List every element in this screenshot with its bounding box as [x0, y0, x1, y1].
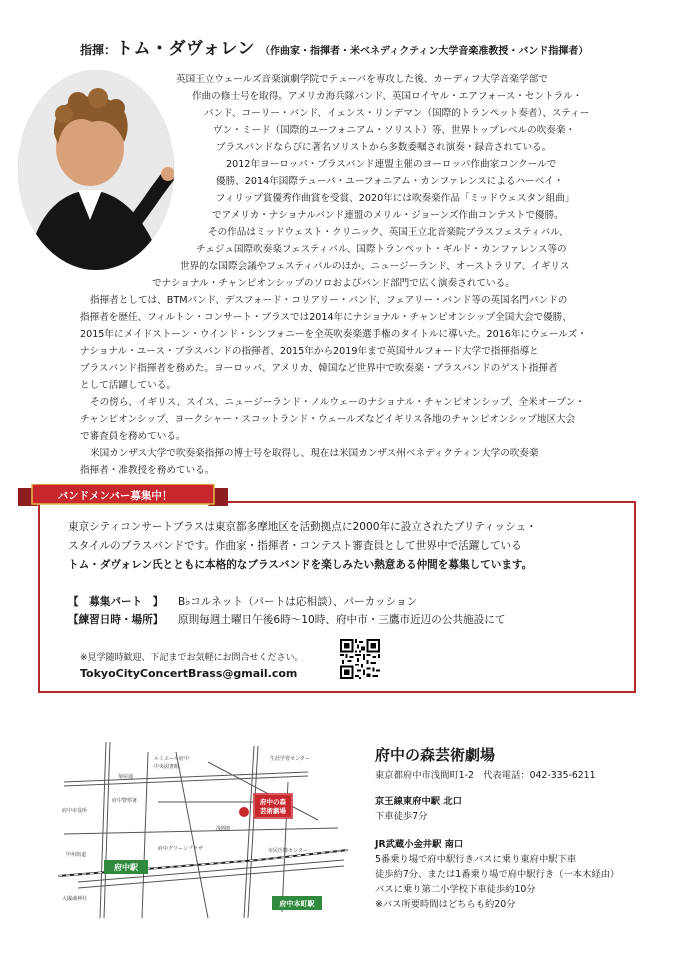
map-label-medical: 市民医療センター: [268, 848, 308, 854]
bio-line: 指揮者を歴任、フィルトン・コンサート・ブラスでは2014年にナショナル・チャンピオンシップ全国大会で優勝、: [80, 312, 572, 323]
bio-line: ブラスバンド指揮者を務めた。ヨーロッパ、アメリカ、韓国など世界中で吹奏楽・ブラスバンドのゲスト指揮者: [80, 363, 558, 374]
venue-address: 東京都府中市浅間町1-2 代表電話：042-335-6211: [375, 770, 596, 781]
conductor-heading: [80, 34, 660, 59]
map-label-lumiere: ルミエール府中: [154, 756, 189, 762]
bio-line: 英国王立ウェールズ音楽演劇学院でテューバを専攻した後、カーディフ大学音楽学部で: [176, 74, 548, 85]
bio-line: チャンピオンシップ、ヨークシャー・スコットランド・ウェールズなどイギリス各地のチャンピオンシップ地区大会: [80, 414, 576, 425]
access2-heading: JR武蔵小金井駅 南口: [375, 839, 464, 850]
map-label-learning: 生涯学習センター: [270, 756, 310, 762]
qr-code-icon[interactable]: [340, 639, 380, 679]
bio-line: その傍ら、イギリス、スイス、ニュージーランド・ノルウェーのナショナル・チャンピオンシップ、全米オープン・: [90, 397, 585, 408]
bio-line: 2012年ヨーロッパ・ブラスバンド連盟主催のヨーロッパ作曲家コンクールで: [226, 159, 557, 170]
map-label-kikuya: 菊屋通: [118, 774, 134, 780]
bio-line: その作品はミッドウェスト・クリニック、英国王立北音楽院ブラスフェスティバル、: [208, 227, 569, 238]
map-venue-marker-icon: [239, 807, 249, 817]
map-label-library: 中央図書館: [154, 764, 180, 770]
visit-invite: ※見学随時歓迎、下記までお気軽にお問合せください。: [80, 653, 304, 663]
recruit-intro-line: 東京シティコンサートブラスは東京都多摩地区を活動拠点に2000年に設立されたブリティッシュ・: [68, 521, 537, 533]
bio-line: 2015年にメイドストーン・ウインド・シンフォニーを全英吹奏楽選手権のタイトルに導いた。2016年にウェールズ・: [80, 329, 587, 340]
access2-line: バスに乗り第二小学校下車徒歩約10分: [375, 884, 536, 895]
bio-line: 優勝、2014年国際テューバ・ユーフォニアム・カンファレンスによるハーベイ・: [216, 176, 564, 187]
ribbon-label: バンドメンバー募集中！: [57, 490, 173, 502]
bio-line: ブラスバンドならびに著名ソリストから多数委嘱され演奏・録音されている。: [216, 142, 552, 153]
access1-body: 下車徒歩7分: [375, 811, 428, 822]
bio-line: 米国カンザス大学で吹奏楽指揮の博士号を取得し、現在は米国カンザス州ベネディクティン大学の吹奏楽: [90, 448, 539, 459]
map-station-honmachi: 府中本町駅: [279, 900, 315, 908]
access-map: [58, 742, 348, 918]
practice-label: 【練習日時・場所】: [68, 614, 164, 626]
recruit-intro-line: スタイルのブラスバンドです。作曲家・指揮者・コンテスト審査員として世界中で活躍している: [68, 540, 522, 552]
map-label-koshu: 甲州街道: [66, 852, 87, 858]
practice-value: 原則毎週土曜日午後6時〜10時、府中市・三鷹市近辺の公共施設にて: [178, 614, 506, 626]
bio-line: 指揮者・准教授を務めている。: [80, 465, 215, 476]
bio-line: バンド、コーリー・バンド、イェンス・リンデマン（国際的トランペット奏者）、スティー: [204, 108, 590, 119]
bio-line: で審査員を務めている。: [80, 431, 186, 442]
conductor-photo: [18, 70, 174, 270]
contact-email[interactable]: TokyoCityConcertBrass@gmail.com: [80, 667, 298, 680]
bio-line: チェジュ国際吹奏楽フェスティバル、国際トランペット・ギルド・カンファレンス等の: [196, 244, 567, 255]
bio-line: ヴン・ミード（国際的ユーフォニアム・ソリスト）等、世界トップレベルの吹奏楽・: [213, 125, 576, 136]
bio-line: 作曲の修士号を取得。アメリカ海兵隊バンド、英国ロイヤル・エアフォース・セントラル・: [192, 91, 583, 102]
bio-line: ナショナル・ユース・ブラスバンドの指揮者、2015年から2019年まで英国サルフォード大学で指揮指導と: [80, 346, 539, 357]
access1-heading: 京王線東府中駅 北口: [375, 796, 462, 807]
parts-label: 【 募集パート 】: [68, 596, 164, 608]
venue-name: 府中の森芸術劇場: [375, 746, 496, 764]
conductor-title: （作曲家・指揮者・米ベネディクティン大学音楽准教授・バンド指揮者）: [260, 46, 589, 57]
map-station-fuchu: 府中駅: [114, 863, 138, 872]
map-label-greenplaza: 府中グリーンプラザ: [158, 846, 203, 852]
access2-line: 5番乗り場で府中駅行きバスに乗り東府中駅下車: [375, 854, 577, 865]
access2-line: 徒歩約7分、または1番乗り場で府中駅行き（一本木経由）: [375, 869, 620, 880]
recruit-intro-line: トム・ダヴォレン氏とともに本格的なブラスバンドを楽しみたい熱意ある仲間を募集しています。: [68, 559, 533, 571]
bio-line: 世界的な国際会議やフェスティバルのほか、ニュージーランド、オーストラリア、イギリス: [180, 261, 570, 272]
bio-line: として活躍している。: [80, 380, 176, 391]
map-label-cityhall: 府中市役所: [62, 808, 88, 814]
bio-line: でナショナル・チャンピオンシップのソロおよびバンド部門で広く演奏されている。: [152, 278, 515, 289]
bio-line: でアメリカ・ナショナルバンド連盟のメリル・ジョーンズ作曲コンテストで優勝。: [212, 210, 564, 221]
bio-line: 指揮者としては、BTMバンド、デスフォード・コリアリー・バンド、フェアリー・バンド等の英国名門バンドの: [90, 295, 568, 306]
map-label-shrine: 大國魂神社: [62, 896, 88, 902]
conductor-role: 指揮：: [80, 43, 117, 57]
map-label-police: 府中警察署: [112, 798, 138, 804]
access2-line: ※バス所要時間はどちらも約20分: [375, 899, 516, 910]
conductor-portrait-icon: [18, 70, 174, 270]
bio-line: フィリップ賞優秀作曲賞を受賞、2020年には吹奏楽作品「ミッドウェスタン組曲」: [216, 193, 575, 204]
map-label-sengencho: 浅間町: [216, 826, 232, 832]
conductor-name: トム・ダヴォレン: [116, 39, 255, 59]
map-venue-label2: 芸術劇場: [260, 807, 286, 815]
map-venue-label: 府中の森: [260, 798, 286, 806]
parts-value: B♭コルネット（パートは応相談）、パーカッション: [178, 596, 418, 608]
